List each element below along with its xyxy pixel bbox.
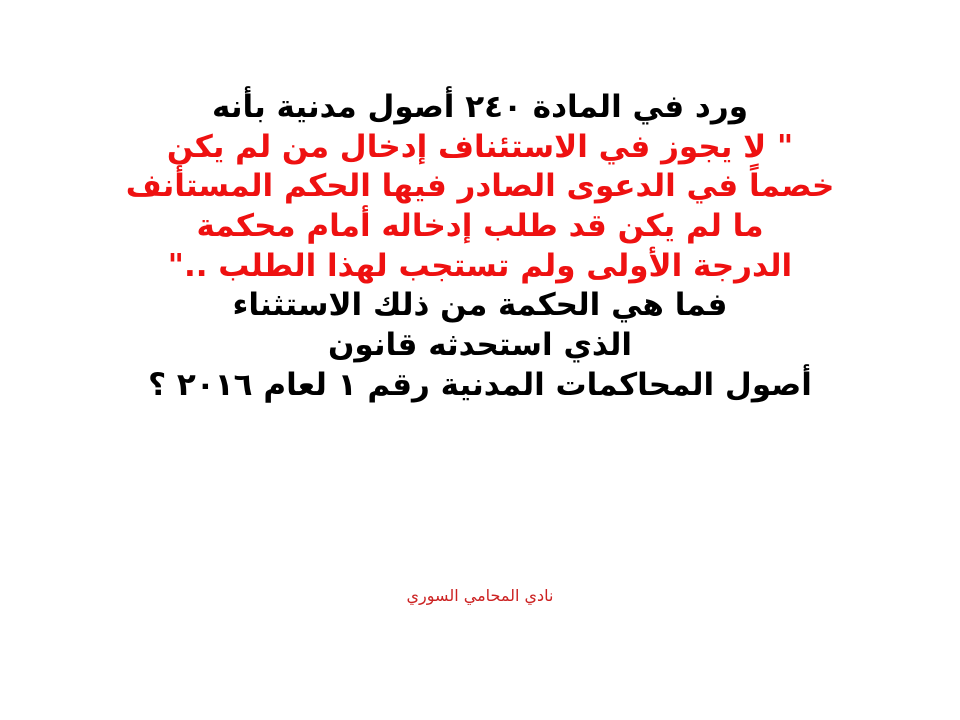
text-line-4: ما لم يكن قد طلب إدخاله أمام محكمة bbox=[196, 208, 764, 245]
text-line-8: أصول المحاكمات المدنية رقم ١ لعام ٢٠١٦ ؟ bbox=[148, 366, 812, 403]
text-line-6: فما هي الحكمة من ذلك الاستثناء bbox=[232, 287, 728, 324]
text-line-7: الذي استحدثه قانون bbox=[327, 327, 633, 364]
text-line-2: " لا يجوز في الاستئناف إدخال من لم يكن bbox=[166, 128, 794, 165]
credit-line: نادي المحامي السوري bbox=[406, 586, 554, 605]
quote-text-block bbox=[0, 88, 960, 405]
text-line-5: الدرجة الأولى ولم تستجب لهذا الطلب .." bbox=[167, 247, 793, 284]
text-line-3: خصماً في الدعوى الصادر فيها الحكم المستأنف bbox=[125, 168, 835, 205]
text-line-1: ورد في المادة ٢٤٠ أصول مدنية بأنه bbox=[212, 89, 748, 125]
